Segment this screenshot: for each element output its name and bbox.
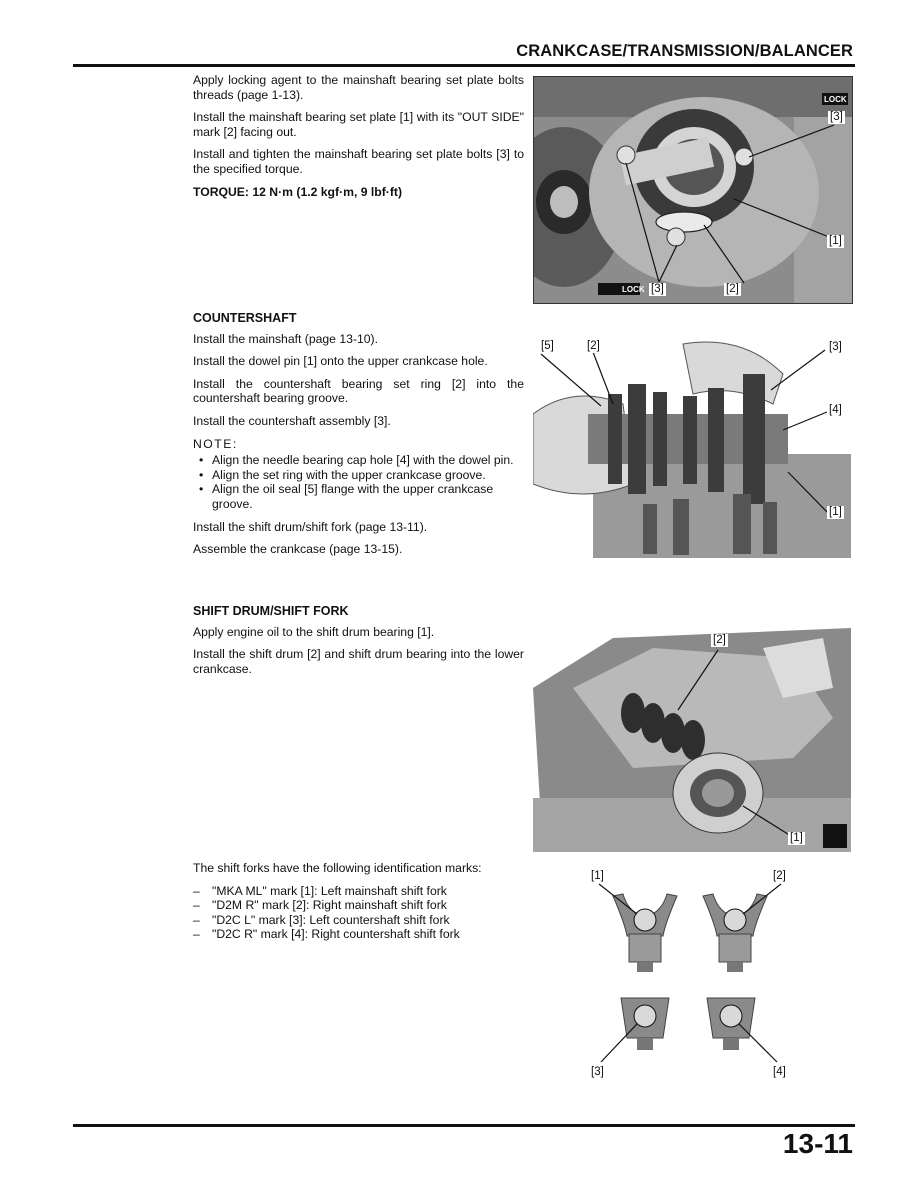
fork-marks-intro: The shift forks have the following identification marks: — [193, 861, 482, 875]
lock-badge-top: LOCK — [824, 95, 847, 104]
callout-3-top: [3] — [830, 111, 843, 123]
step-install-set-plate: Install the mainshaft bearing set plate [1] with its "OUT SIDE" mark [2] facing out. — [193, 110, 524, 139]
page-number: 13-11 — [782, 1128, 853, 1159]
lock-badge-bottom: LOCK — [622, 285, 645, 294]
step-install-shift-drum-bearing: Install the shift drum [2] and shift drum bearing into the lower crankcase. — [193, 647, 524, 676]
shift-drum-photo — [533, 628, 851, 852]
note-item: • Align the oil seal [5] flange with the upper crankcase groove. — [193, 482, 524, 511]
step-install-set-ring: Install the countershaft bearing set ring [2] into the countershaft bearing groove. — [193, 376, 524, 406]
fork-marks-list — [193, 884, 524, 942]
mainshaft-bearing-photo — [533, 76, 853, 304]
countershaft-heading: COUNTERSHAFT — [193, 311, 297, 325]
callout-3-bottom: [3] — [651, 283, 664, 295]
shift-drum-section — [193, 604, 524, 684]
fork-mark-item: – "D2C L" mark [3]: Left countershaft shift fork — [193, 913, 524, 928]
step-apply-locking-agent: Apply locking agent to the mainshaft bearing set plate bolts threads (page 1-13). — [193, 73, 524, 102]
mainshaft-plate-section — [193, 73, 524, 207]
step-tighten-bolts: Install and tighten the mainshaft bearing set plate bolts [3] to the specified torque. — [193, 147, 524, 176]
callout-3: [3] — [591, 1066, 604, 1078]
callout-1: [1] — [829, 235, 842, 247]
callout-3: [3] — [829, 341, 842, 353]
note-item: • Align the needle bearing cap hole [4] with the dowel pin. — [193, 453, 524, 468]
callout-5: [5] — [541, 340, 554, 352]
countershaft-photo — [533, 334, 851, 558]
step-apply-engine-oil: Apply engine oil to the shift drum bearing [1]. — [193, 624, 435, 639]
shift-drum-heading: SHIFT DRUM/SHIFT FORK — [193, 604, 349, 618]
callout-1: [1] — [829, 506, 842, 518]
callout-2: [2] — [773, 870, 786, 882]
callout-4: [4] — [829, 404, 842, 416]
step-assemble-crankcase: Assemble the crankcase (page 13-15). — [193, 542, 403, 557]
header-rule — [73, 64, 855, 67]
shift-forks-photo — [585, 866, 795, 1086]
countershaft-section — [193, 311, 524, 565]
fork-mark-item: – "D2M R" mark [2]: Right mainshaft shift fork — [193, 898, 524, 913]
callout-2: [2] — [726, 283, 739, 295]
note-item: • Align the set ring with the upper crankcase groove. — [193, 468, 524, 483]
step-install-dowel-pin: Install the dowel pin [1] onto the upper crankcase hole. — [193, 354, 488, 369]
fork-mark-item: – "MKA ML" mark [1]: Left mainshaft shift fork — [193, 884, 524, 899]
step-install-countershaft: Install the countershaft assembly [3]. — [193, 413, 391, 428]
page-header-title: CRANKCASE/TRANSMISSION/BALANCER — [516, 42, 853, 60]
callout-2: [2] — [713, 634, 726, 646]
callout-1: [1] — [790, 832, 803, 844]
step-install-shift-drum: Install the shift drum/shift fork (page 13-11). — [193, 519, 428, 534]
note-list — [193, 453, 524, 511]
callout-2: [2] — [587, 340, 600, 352]
callout-1: [1] — [591, 870, 604, 882]
torque-spec: TORQUE: 12 N·m (1.2 kgf·m, 9 lbf·ft) — [193, 184, 403, 199]
footer-rule — [73, 1124, 855, 1127]
callout-4: [4] — [773, 1066, 786, 1078]
note-label: NOTE: — [193, 436, 238, 451]
shift-fork-marks-section — [193, 861, 524, 950]
step-install-mainshaft: Install the mainshaft (page 13-10). — [193, 331, 378, 346]
fork-mark-item: – "D2C R" mark [4]: Right countershaft shift fork — [193, 927, 524, 942]
